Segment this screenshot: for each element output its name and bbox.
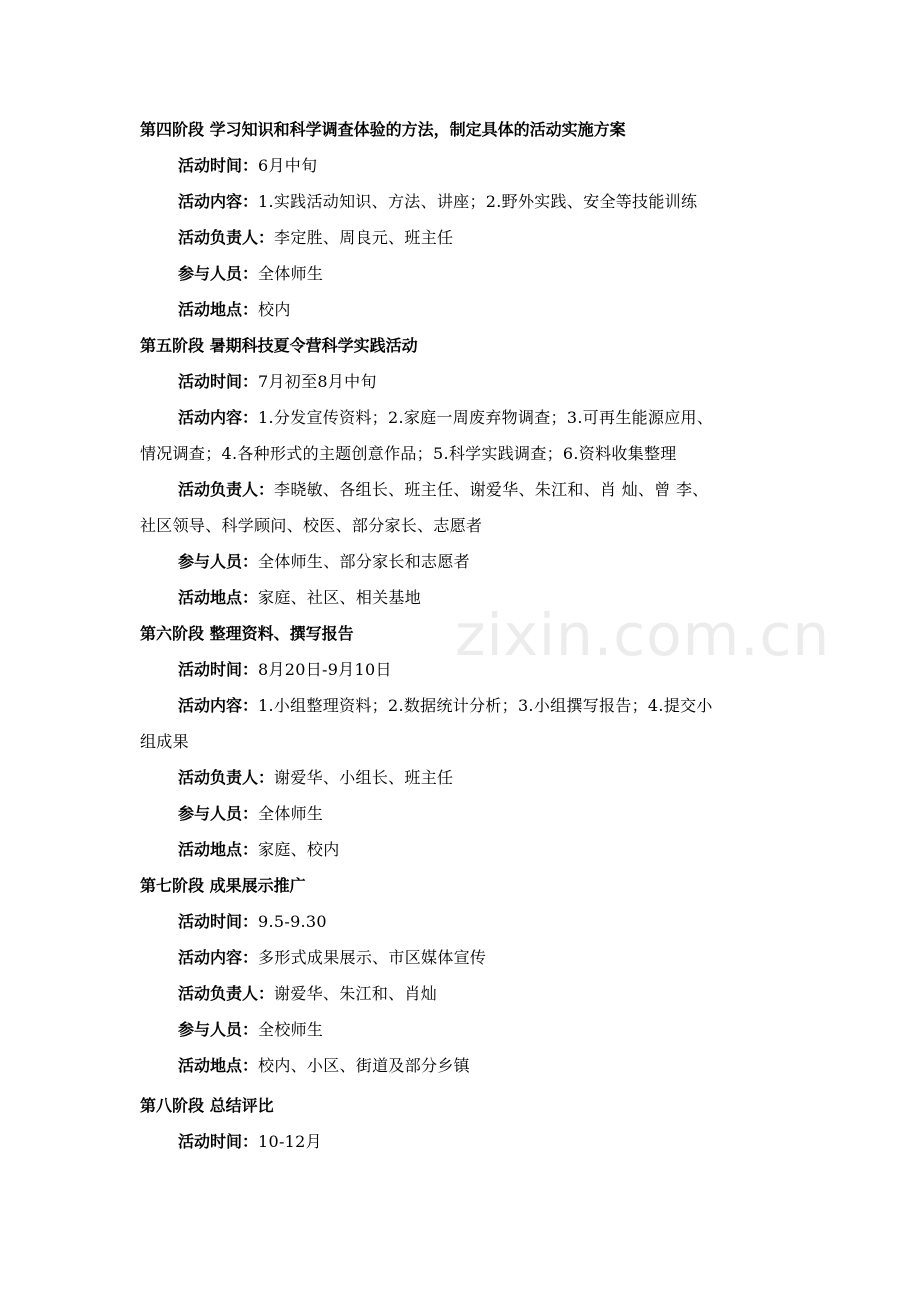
activity-time-row <box>178 912 790 932</box>
content-continuation: 组成果 <box>140 732 189 751</box>
time-label: 活动时间： <box>178 156 259 175</box>
phase-heading: 第六阶段 整理资料、撰写报告 <box>140 624 354 643</box>
time-label: 活动时间： <box>178 372 259 391</box>
leader-continuation: 社区领导、科学顾问、校医、部分家长、志愿者 <box>140 516 483 535</box>
activity-leader-row <box>178 984 790 1004</box>
participants-label: 参与人员： <box>178 1020 259 1039</box>
location-row <box>178 300 790 320</box>
location-label: 活动地点： <box>178 588 259 607</box>
content-value: 1.小组整理资料；2.数据统计分析；3.小组撰写报告；4.提交小 <box>258 696 713 715</box>
location-value: 家庭、社区、相关基地 <box>258 588 422 607</box>
participants-value: 全体师生、部分家长和志愿者 <box>258 552 470 571</box>
location-row <box>178 840 790 860</box>
time-label: 活动时间： <box>178 912 259 931</box>
time-label: 活动时间： <box>178 1132 259 1151</box>
activity-leader-row <box>178 228 790 248</box>
participants-label: 参与人员： <box>178 552 259 571</box>
phase-heading: 第七阶段 成果展示推广 <box>140 876 306 895</box>
location-row <box>178 588 790 608</box>
participants-label: 参与人员： <box>178 264 259 283</box>
location-value: 校内、小区、街道及部分乡镇 <box>258 1056 470 1075</box>
content-value: 多形式成果展示、市区媒体宣传 <box>258 948 487 967</box>
activity-time-row <box>178 1132 790 1152</box>
participants-row <box>178 264 790 284</box>
participants-row <box>178 1020 790 1040</box>
location-row <box>178 1056 790 1076</box>
leader-label: 活动负责人： <box>178 228 275 247</box>
participants-row <box>178 804 790 824</box>
participants-value: 全体师生 <box>258 264 324 283</box>
content-value: 1.实践活动知识、方法、讲座；2.野外实践、安全等技能训练 <box>258 192 698 211</box>
participants-label: 参与人员： <box>178 804 259 823</box>
activity-content-row <box>178 696 790 716</box>
time-value: 6月中旬 <box>258 156 318 175</box>
time-value: 9.5-9.30 <box>258 912 327 931</box>
time-value: 7月初至8月中旬 <box>258 372 377 391</box>
time-value: 8月20日-9月10日 <box>258 660 392 679</box>
leader-value: 李晓敏、各组长、班主任、谢爱华、朱江和、肖 灿、曾 李、 <box>274 480 709 499</box>
content-value: 1.分发宣传资料；2.家庭一周废弃物调查；3.可再生能源应用、 <box>258 408 714 427</box>
location-value: 校内 <box>258 300 291 319</box>
phase-heading: 第八阶段 总结评比 <box>140 1096 274 1115</box>
content-label: 活动内容： <box>178 408 259 427</box>
location-label: 活动地点： <box>178 300 259 319</box>
activity-time-row <box>178 372 790 392</box>
content-label: 活动内容： <box>178 696 259 715</box>
leader-value: 李定胜、周良元、班主任 <box>274 228 454 247</box>
activity-time-row <box>178 660 790 680</box>
activity-content-row <box>178 408 790 428</box>
participants-row <box>178 552 790 572</box>
leader-label: 活动负责人： <box>178 984 275 1003</box>
time-value: 10-12月 <box>258 1132 322 1151</box>
content-label: 活动内容： <box>178 948 259 967</box>
content-label: 活动内容： <box>178 192 259 211</box>
activity-time-row <box>178 156 790 176</box>
content-continuation: 情况调查；4.各种形式的主题创意作品；5.科学实践调查；6.资料收集整理 <box>140 444 677 463</box>
participants-value: 全体师生 <box>258 804 324 823</box>
leader-label: 活动负责人： <box>178 480 275 499</box>
location-label: 活动地点： <box>178 1056 259 1075</box>
location-label: 活动地点： <box>178 840 259 859</box>
participants-value: 全校师生 <box>258 1020 324 1039</box>
activity-leader-row <box>178 480 790 500</box>
phase-heading: 第四阶段 学习知识和科学调查体验的方法，制定具体的活动实施方案 <box>140 120 626 139</box>
activity-content-row <box>178 192 790 212</box>
leader-value: 谢爱华、朱江和、肖灿 <box>274 984 438 1003</box>
watermark: zixin.com.cn <box>455 601 831 669</box>
phase-heading: 第五阶段 暑期科技夏令营科学实践活动 <box>140 336 418 355</box>
activity-content-row <box>178 948 790 968</box>
leader-label: 活动负责人： <box>178 768 275 787</box>
location-value: 家庭、校内 <box>258 840 340 859</box>
leader-value: 谢爱华、小组长、班主任 <box>274 768 454 787</box>
time-label: 活动时间： <box>178 660 259 679</box>
activity-leader-row <box>178 768 790 788</box>
